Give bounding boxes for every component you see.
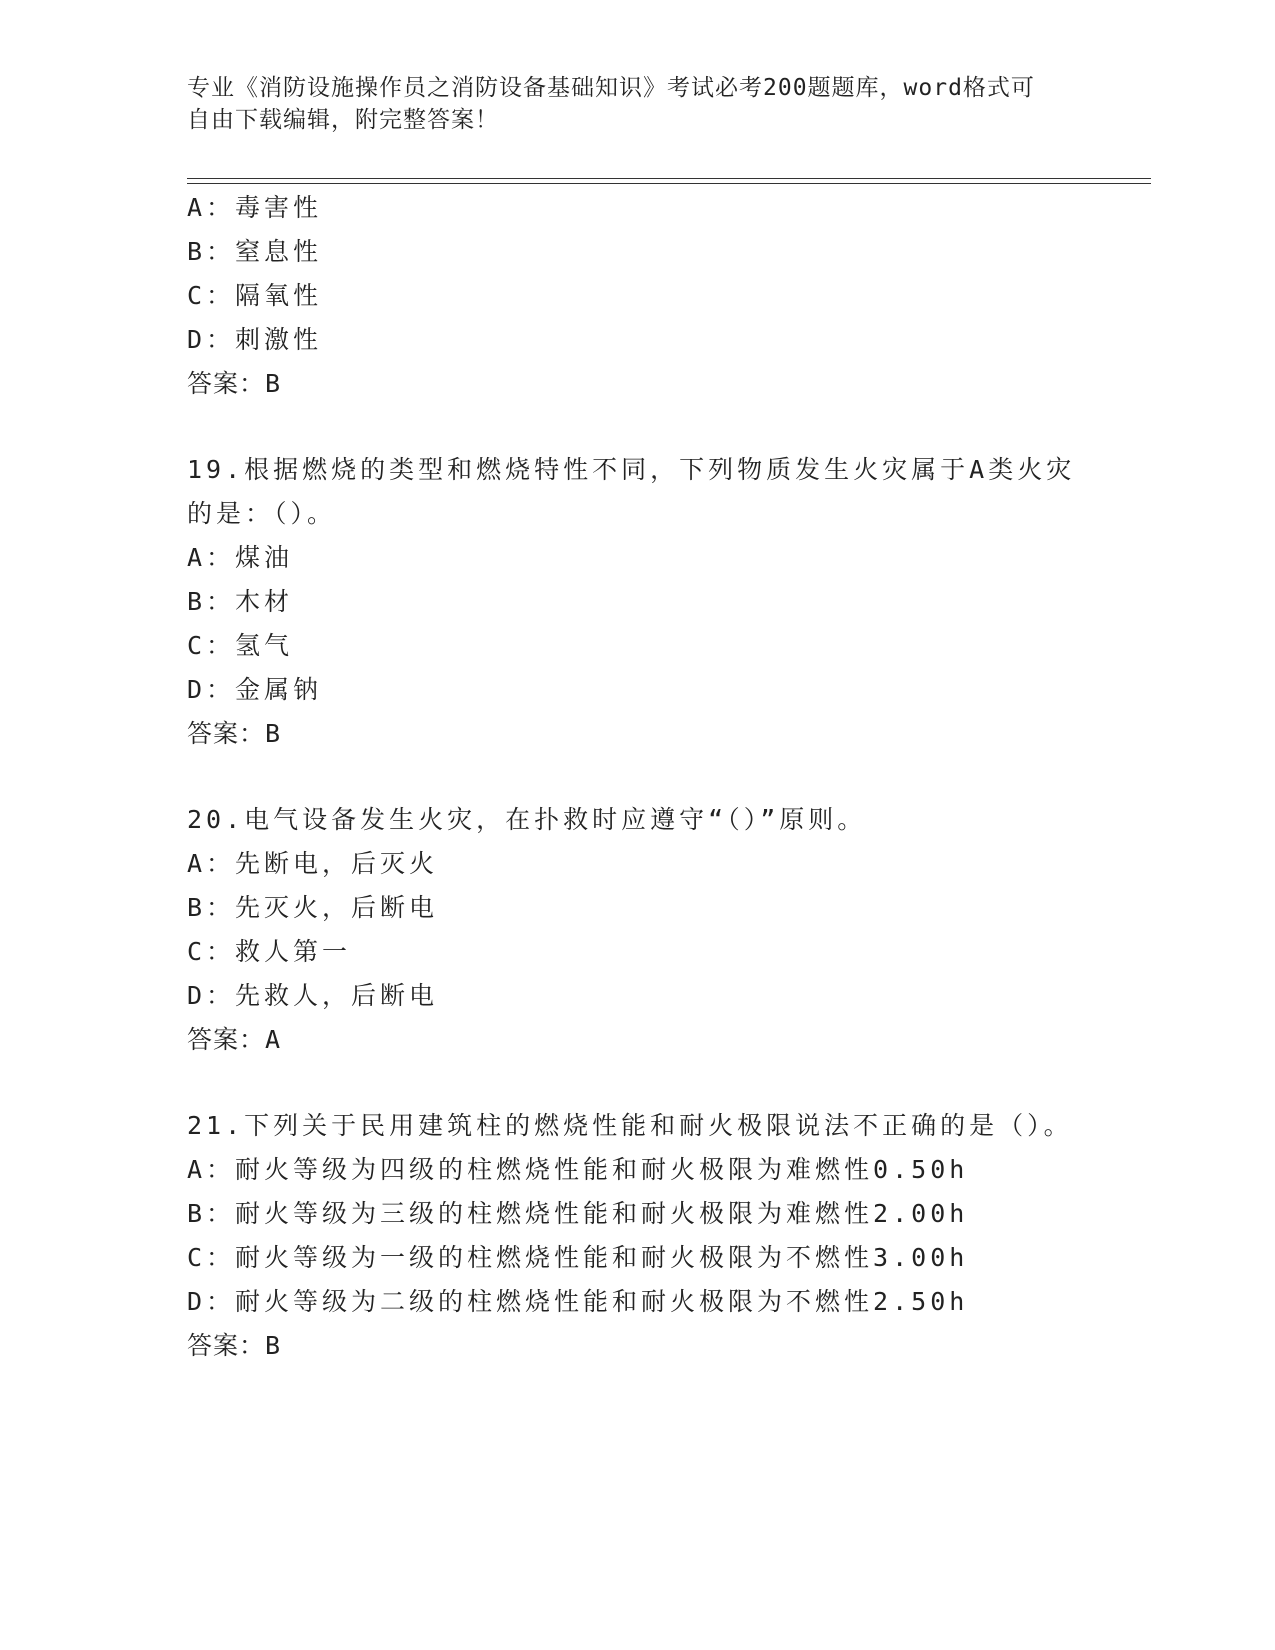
option-d: D：刺激性 xyxy=(187,325,323,354)
question-stem-line-2: 的是：（）。 xyxy=(187,499,337,528)
option-a: A：耐火等级为四级的柱燃烧性能和耐火极限为难燃性0.50h xyxy=(187,1155,969,1184)
option-c: C：救人第一 xyxy=(187,937,352,966)
question-stem-line-1: 19.根据燃烧的类型和燃烧特性不同，下列物质发生火灾属于A类火灾 xyxy=(187,455,1076,484)
question-stem-line-1: 21.下列关于民用建筑柱的燃烧性能和耐火极限说法不正确的是（）。 xyxy=(187,1111,1073,1140)
header-line-2: 自由下载编辑，附完整答案！ xyxy=(187,107,499,133)
question-stem-line-1: 20.电气设备发生火灾，在扑救时应遵守“（）”原则。 xyxy=(187,805,867,834)
option-d: D：耐火等级为二级的柱燃烧性能和耐火极限为不燃性2.50h xyxy=(187,1287,969,1316)
option-a: A：先断电，后灭火 xyxy=(187,849,439,878)
option-a: A：煤油 xyxy=(187,543,294,572)
option-b: B：先灭火，后断电 xyxy=(187,893,439,922)
option-d: D：先救人，后断电 xyxy=(187,981,439,1010)
header-line-1: 专业《消防设施操作员之消防设备基础知识》考试必考200题题库，word格式可 xyxy=(187,75,1035,101)
answer: 答案：B xyxy=(187,719,282,748)
option-a: A：毒害性 xyxy=(187,193,323,222)
header-divider-top xyxy=(187,178,1151,179)
answer: 答案：B xyxy=(187,369,282,398)
header-text xyxy=(187,72,1087,136)
answer: 答案：A xyxy=(187,1025,282,1054)
option-b: B：窒息性 xyxy=(187,237,323,266)
option-b: B：耐火等级为三级的柱燃烧性能和耐火极限为难燃性2.00h xyxy=(187,1199,969,1228)
option-c: C：氢气 xyxy=(187,631,294,660)
header-divider-bottom xyxy=(187,183,1151,184)
option-b: B：木材 xyxy=(187,587,294,616)
answer: 答案：B xyxy=(187,1331,282,1360)
option-c: C：耐火等级为一级的柱燃烧性能和耐火极限为不燃性3.00h xyxy=(187,1243,969,1272)
option-c: C：隔氧性 xyxy=(187,281,323,310)
option-d: D：金属钠 xyxy=(187,675,323,704)
